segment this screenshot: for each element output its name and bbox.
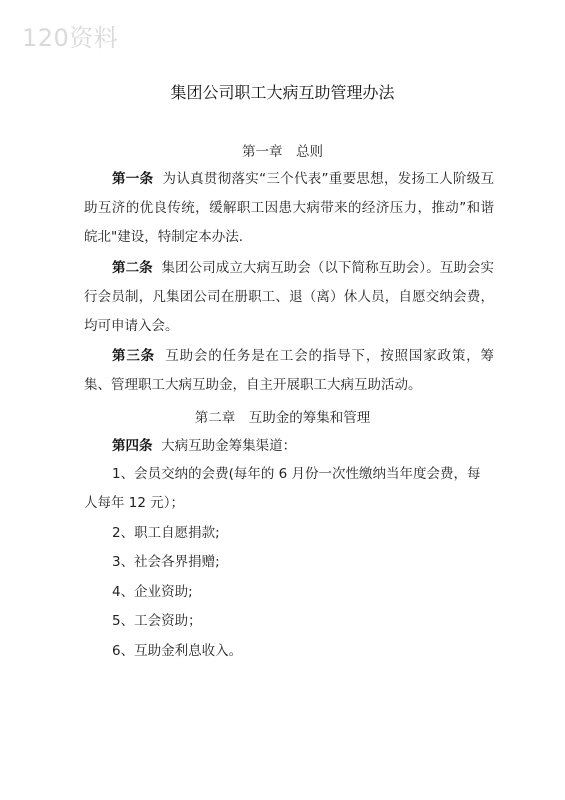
channel-item-6: 6、互助金利息收入。 <box>112 643 243 659</box>
channel-item-5: 5、工会资助； <box>112 613 202 629</box>
document-title: 集团公司职工大病互助管理办法 <box>170 83 395 102</box>
channel-item-1: 1、会员交纳的会费(每年的 6 月份一次性缴纳当年度会费，每人每年 12 元）； <box>84 466 481 511</box>
article-2-label: 第二条 <box>112 260 153 276</box>
article-2 <box>84 254 494 341</box>
article-4-text: 大病互助金筹集渠道： <box>161 438 297 454</box>
article-4-label: 第四条 <box>112 438 153 454</box>
channel-item-3: 3、社会各界捐赠; <box>112 554 220 570</box>
channel-item-2: 2、职工自愿捐款; <box>112 525 220 541</box>
chapter-heading-1: 第一章 总则 <box>242 144 323 160</box>
article-3 <box>84 342 494 400</box>
article-3-text: 互助会的任务是在工会的指导下，按照国家政策，筹集、管理职工大病互助金，自主开展职工大病互助活动。 <box>84 348 495 393</box>
article-3-label: 第三条 <box>112 348 155 364</box>
chapter-heading-2: 第二章 互助金的筹集和管理 <box>194 410 371 426</box>
article-1-text: 为认真贯彻落实“三个代表”重要思想，发扬工人阶级互助互济的优良传统，缓解职工因患大病带来的经济压力，推动”和谐皖北"建设，特制定本办法. <box>84 171 494 245</box>
article-1-label: 第一条 <box>112 171 154 187</box>
watermark: 120资料 <box>22 24 119 52</box>
article-2-text: 集团公司成立大病互助会（以下简称互助会）。互助会实行会员制，凡集团公司在册职工、退（离）休人员，自愿交纳会费，均可申请入会。 <box>84 260 495 334</box>
channel-item-4: 4、企业资助; <box>112 584 193 600</box>
article-4 <box>84 432 494 461</box>
article-1 <box>84 165 494 252</box>
